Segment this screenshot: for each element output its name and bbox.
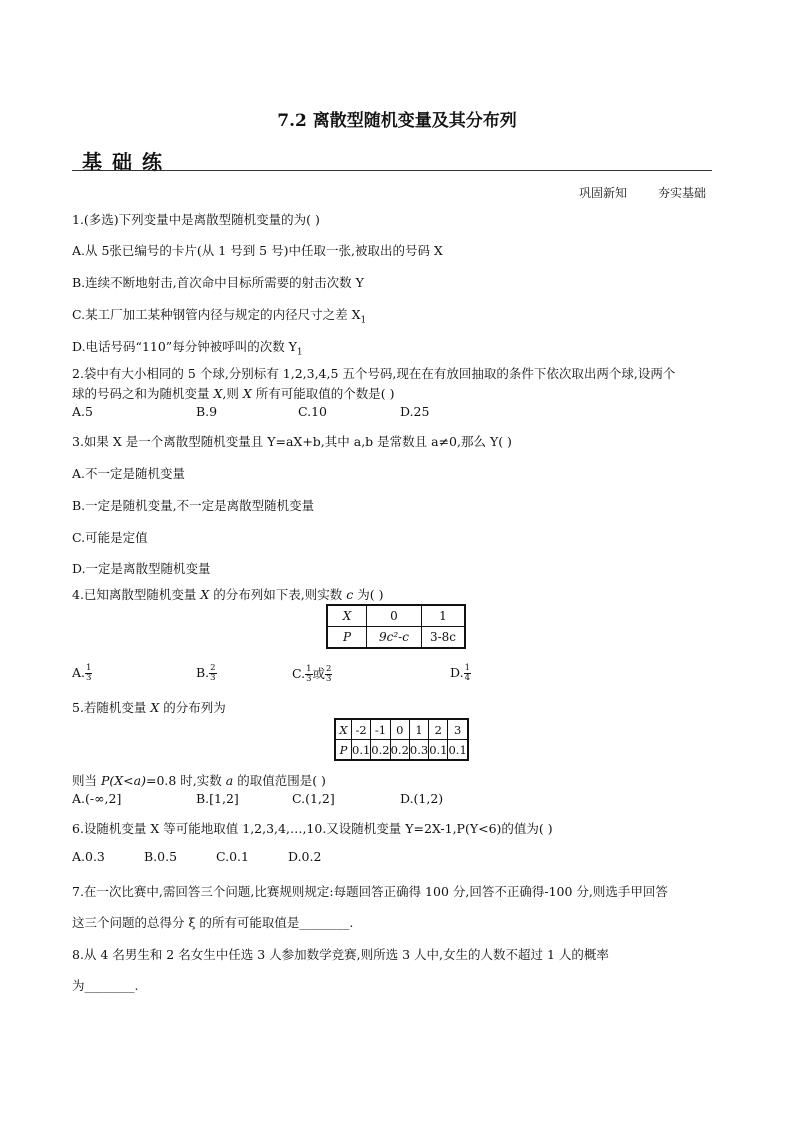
q6-option-c: C.0.1: [216, 849, 249, 864]
tag-foundation: 夯实基础: [658, 186, 707, 200]
q4-row-p0: 9c²-c: [367, 627, 422, 649]
table-row: [327, 627, 465, 649]
q3-option-c: C.可能是定值: [72, 530, 148, 545]
q2-option-d: D.25: [400, 404, 430, 419]
q4-option-c-fraction2: [325, 665, 332, 684]
q5-text-a: 5.若随机变量: [72, 700, 151, 715]
q1-option-d-text: D.电话号码“110”每分钟被呼叫的次数 Y: [72, 339, 297, 354]
q5-row-cell: 0.1: [429, 740, 448, 761]
table-row: [335, 740, 468, 761]
section-heading: 基础练: [82, 150, 172, 174]
fraction-numerator: 1: [464, 663, 470, 673]
q4-option-b: [196, 664, 217, 683]
q4-option-a-fraction: [85, 664, 92, 683]
q4-option-a-label: A.: [72, 665, 86, 680]
q2-option-b: B.9: [196, 404, 218, 419]
q4-option-c-fraction1: [305, 665, 312, 684]
q2-text-b: ,则: [222, 386, 243, 401]
q2-stem-line1: 2.袋中有大小相同的 5 个球,分别标有 1,2,3,4,5 五个号码,现在在有放回抽取的条件下依次取出两个球,设两个: [72, 366, 676, 381]
q4-row-p1: 3-8c: [422, 627, 466, 649]
q4-option-b-label: B.: [196, 665, 210, 680]
q3-option-b: B.一定是随机变量,不一定是离散型随机变量: [72, 498, 315, 513]
q4-option-c-label: C.: [292, 666, 306, 681]
q5-option-c: C.(1,2]: [292, 791, 335, 806]
fraction-denominator: 3: [210, 673, 216, 683]
q4-option-a: [72, 664, 92, 683]
table-row: [335, 719, 468, 740]
q5-var-x: X: [150, 700, 160, 715]
q4-option-c-or: 或: [312, 666, 326, 681]
q4-text-c: 为( ): [353, 587, 384, 602]
q5-cond-c: 的取值范围是( ): [233, 773, 326, 788]
q5-row-cell: 0.1: [352, 740, 371, 761]
q5-head-cell: 3: [448, 719, 468, 740]
q4-option-d: [450, 664, 471, 683]
fraction-denominator: 3: [326, 674, 332, 684]
q8-stem-line1: 8.从 4 名男生和 2 名女生中任选 3 人参加数学竞赛,则所选 3 人中,女生的人数不超过 1 人的概率: [72, 947, 609, 962]
q2-var-x: X: [213, 386, 223, 401]
q7-stem-line1: 7.在一次比赛中,需回答三个问题,比赛规则规定:每题回答正确得 100 分,回答不正确得-100 分,则选手甲回答: [72, 884, 668, 899]
q4-option-d-fraction: [464, 664, 471, 683]
fraction-numerator: 2: [326, 664, 332, 674]
q1-option-c-text: C.某工厂加工某种钢管内径与规定的内径尺寸之差 X: [72, 307, 361, 322]
q5-row-cell: 0.1: [448, 740, 468, 761]
tag-consolidate: 巩固新知: [579, 186, 628, 200]
q5-head-cell: 1: [409, 719, 428, 740]
q8-stem-line2: 为________.: [72, 978, 139, 993]
q6-option-a: A.0.3: [72, 849, 105, 864]
q4-row-p: P: [327, 627, 367, 649]
q1-option-c-sub: 1: [360, 315, 367, 326]
q1-option-d: [72, 337, 303, 358]
q4-text-b: 的分布列如下表,则实数: [209, 587, 347, 602]
q5-row-cell: 0.2: [371, 740, 390, 761]
q5-row-cell: 0.2: [390, 740, 409, 761]
q5-text-b: 的分布列为: [159, 700, 226, 715]
q5-head-x: X: [335, 719, 352, 740]
q2-option-c: C.10: [298, 404, 327, 419]
q2-text-a: 球的号码之和为随机变量: [72, 386, 214, 401]
page-title: 7.2 离散型随机变量及其分布列: [277, 111, 517, 131]
q2-text-c: 所有可能取值的个数是( ): [251, 386, 395, 401]
q4-text-a: 4.已知离散型随机变量: [72, 587, 201, 602]
q5-stem: [72, 698, 226, 716]
q1-option-b: B.连续不断地射击,首次命中目标所需要的射击次数 Y: [72, 275, 364, 290]
q6-option-d: D.0.2: [288, 849, 322, 864]
q4-option-b-fraction: [209, 664, 216, 683]
q1-option-d-sub: 1: [296, 347, 303, 358]
q2-option-a: A.5: [72, 404, 93, 419]
q5-condition: [72, 771, 326, 789]
q4-var-c: c: [346, 587, 354, 602]
q4-distribution-table: [326, 604, 466, 649]
q4-stem: [72, 585, 383, 603]
q2-var-x2: X: [242, 386, 252, 401]
q5-cond-a: 则当: [72, 773, 101, 788]
q5-head-cell: 2: [429, 719, 448, 740]
q2-stem-line2: [72, 384, 394, 402]
q6-option-b: B.0.5: [144, 849, 178, 864]
q4-var-x: X: [200, 587, 210, 602]
fraction-denominator: 3: [86, 673, 92, 683]
table-row: [327, 605, 465, 627]
q5-head-cell: 0: [390, 719, 409, 740]
fraction-denominator: 3: [306, 674, 312, 684]
fraction-numerator: 2: [210, 663, 216, 673]
q1-option-c: [72, 305, 366, 326]
q5-cond-var: a: [225, 773, 234, 788]
q5-row-p: P: [335, 740, 352, 761]
q5-cond-b: =0.8 时,实数: [145, 773, 226, 788]
q5-option-b: B.[1,2]: [196, 791, 239, 806]
q1-option-a: A.从 5张已编号的卡片(从 1 号到 5 号)中任取一张,被取出的号码 X: [72, 243, 443, 258]
q6-stem: 6.设随机变量 X 等可能地取值 1,2,3,4,…,10.又设随机变量 Y=2X-1,P(Y<6)的值为( ): [72, 821, 553, 836]
q5-row-cell: 0.3: [409, 740, 428, 761]
q5-option-d: D.(1,2): [400, 791, 444, 806]
q7-stem-line2: 这三个问题的总得分 ξ 的所有可能取值是________.: [72, 915, 354, 930]
fraction-denominator: 4: [464, 673, 470, 683]
q4-head-1: 1: [422, 605, 466, 627]
fraction-numerator: 1: [86, 663, 92, 673]
q3-stem: 3.如果 X 是一个离散型随机变量且 Y=aX+b,其中 a,b 是常数且 a≠0,那么 Y( ): [72, 434, 512, 449]
q1-stem: 1.(多选)下列变量中是离散型随机变量的为( ): [72, 212, 320, 227]
fraction-numerator: 1: [306, 664, 312, 674]
q5-distribution-table: [334, 718, 469, 761]
q5-option-a: A.(-∞,2]: [72, 791, 122, 806]
q3-option-d: D.一定是离散型随机变量: [72, 561, 211, 576]
q3-option-a: A.不一定是随机变量: [72, 466, 186, 481]
q4-option-d-label: D.: [450, 665, 464, 680]
q4-head-0: 0: [367, 605, 422, 627]
q4-head-x: X: [327, 605, 367, 627]
q5-head-cell: -1: [371, 719, 390, 740]
q5-cond-expr: P(X<a): [100, 773, 146, 788]
q4-option-c: [292, 664, 332, 684]
section-divider: [72, 170, 712, 171]
q5-head-cell: -2: [352, 719, 371, 740]
